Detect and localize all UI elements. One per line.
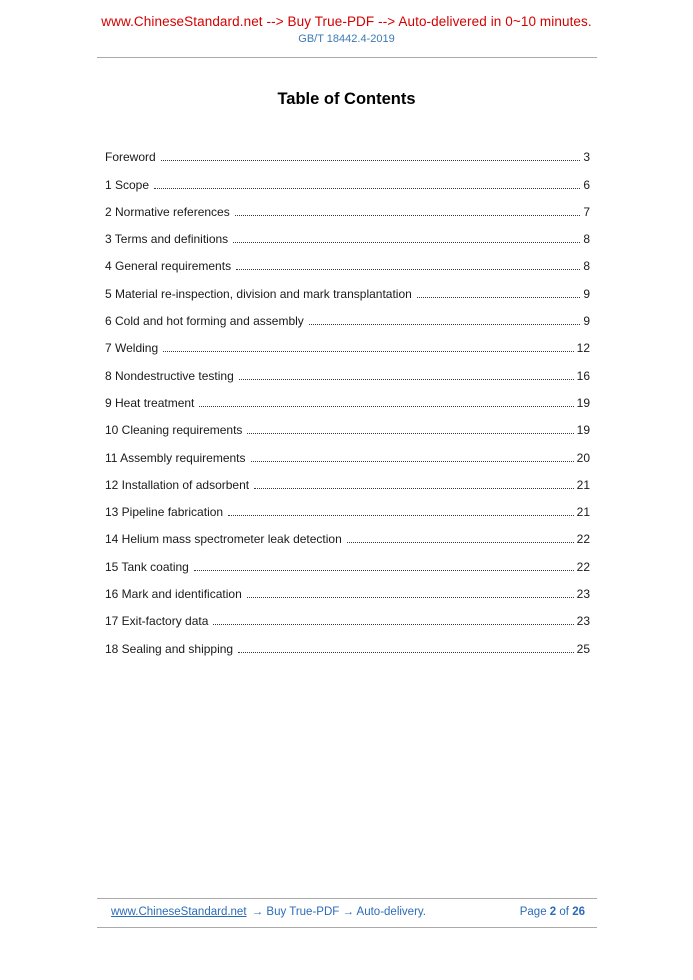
toc-entry xyxy=(105,273,590,300)
page-word: Page xyxy=(519,906,547,918)
toc-entry xyxy=(105,355,590,382)
page-total: 26 xyxy=(572,906,585,918)
toc-entry-label: 2 Normative references xyxy=(105,204,230,219)
toc-entry-label: 15 Tank coating xyxy=(105,559,189,574)
dot-leader xyxy=(238,652,574,653)
toc-entry-label: 13 Pipeline fabrication xyxy=(105,505,224,520)
dot-leader xyxy=(235,215,581,216)
toc-entry xyxy=(105,164,590,191)
toc-entry xyxy=(105,492,590,519)
toc-entry xyxy=(105,601,590,628)
page-title: Table of Contents xyxy=(277,90,416,108)
toc-entry-label: Foreword xyxy=(105,150,156,165)
toc-entry-label: 3 Terms and definitions xyxy=(105,232,229,247)
toc-entry xyxy=(105,519,590,546)
toc-entry-page: 9 xyxy=(583,314,590,329)
footer-promo xyxy=(111,906,426,918)
toc-entry xyxy=(105,383,590,410)
dot-leader xyxy=(251,461,574,462)
toc-entry-page: 21 xyxy=(576,505,590,520)
toc-entry xyxy=(105,574,590,601)
toc-entry-page: 8 xyxy=(583,232,590,247)
toc-entry-label: 9 Heat treatment xyxy=(105,395,195,410)
toc-entry-label: 11 Assembly requirements xyxy=(105,450,246,465)
dot-leader xyxy=(309,324,581,325)
of-word: of xyxy=(559,906,569,918)
dot-leader xyxy=(213,624,573,625)
toc-entry-page: 20 xyxy=(576,450,590,465)
dot-leader xyxy=(228,515,574,516)
header-divider xyxy=(97,57,597,58)
toc-entry-label: 1 Scope xyxy=(105,177,150,192)
dot-leader xyxy=(239,379,574,380)
toc-entry-page: 6 xyxy=(583,177,590,192)
toc-entry-label: 5 Material re-inspection, division and mark transplantation xyxy=(105,286,412,301)
footer-divider-bottom xyxy=(97,927,597,928)
dot-leader xyxy=(247,433,573,434)
toc-entry-page: 9 xyxy=(583,286,590,301)
standard-code: GB/T 18442.4-2019 xyxy=(298,33,395,45)
toc-entry-page: 22 xyxy=(576,559,590,574)
toc-entry-page: 8 xyxy=(583,259,590,274)
dot-leader xyxy=(417,297,580,298)
dot-leader xyxy=(199,406,573,407)
toc-entry-page: 16 xyxy=(576,368,590,383)
toc-entry xyxy=(105,546,590,573)
toc-entry xyxy=(105,219,590,246)
dot-leader xyxy=(254,488,574,489)
toc-entry-label: 12 Installation of adsorbent xyxy=(105,477,250,492)
toc-entry-page: 23 xyxy=(576,614,590,629)
toc-entry-page: 21 xyxy=(576,477,590,492)
dot-leader xyxy=(233,242,580,243)
toc-entry xyxy=(105,246,590,273)
toc-entry xyxy=(105,192,590,219)
toc-entry xyxy=(105,628,590,655)
toc-entry-label: 4 General requirements xyxy=(105,259,232,274)
toc-entry-page: 19 xyxy=(576,423,590,438)
toc-list xyxy=(105,137,590,656)
toc-entry-label: 16 Mark and identification xyxy=(105,587,242,602)
footer-promo-text: → Buy True-PDF → Auto-delivery. xyxy=(251,906,426,918)
toc-entry xyxy=(105,465,590,492)
toc-entry-page: 23 xyxy=(576,587,590,602)
dot-leader xyxy=(236,269,580,270)
header-banner-link[interactable]: www.ChineseStandard.net --> Buy True-PDF --> Auto-delivered in 0~10 minutes. xyxy=(101,14,592,29)
page-indicator xyxy=(520,906,585,918)
toc-entry-page: 25 xyxy=(576,641,590,656)
dot-leader xyxy=(161,160,581,161)
toc-entry xyxy=(105,137,590,164)
toc-entry-label: 8 Nondestructive testing xyxy=(105,368,234,383)
page-footer xyxy=(97,898,597,928)
toc-entry-label: 14 Helium mass spectrometer leak detection xyxy=(105,532,342,547)
toc-entry-page: 12 xyxy=(576,341,590,356)
toc-entry-page: 7 xyxy=(583,204,590,219)
toc-entry xyxy=(105,437,590,464)
dot-leader xyxy=(347,542,574,543)
toc-entry-page: 22 xyxy=(576,532,590,547)
toc-entry-label: 18 Sealing and shipping xyxy=(105,641,234,656)
dot-leader xyxy=(163,351,573,352)
dot-leader xyxy=(247,597,574,598)
toc-entry-page: 19 xyxy=(576,395,590,410)
toc-entry xyxy=(105,328,590,355)
toc-entry-label: 10 Cleaning requirements xyxy=(105,423,243,438)
page-current: 2 xyxy=(549,906,557,918)
footer-link[interactable]: www.ChineseStandard.net xyxy=(111,906,247,918)
toc-entry xyxy=(105,301,590,328)
toc-entry-label: 17 Exit-factory data xyxy=(105,614,209,629)
toc-entry xyxy=(105,410,590,437)
toc-entry-page: 3 xyxy=(583,150,590,165)
dot-leader xyxy=(194,570,574,571)
toc-entry-label: 7 Welding xyxy=(105,341,159,356)
toc-entry-label: 6 Cold and hot forming and assembly xyxy=(105,314,304,329)
dot-leader xyxy=(154,188,580,189)
